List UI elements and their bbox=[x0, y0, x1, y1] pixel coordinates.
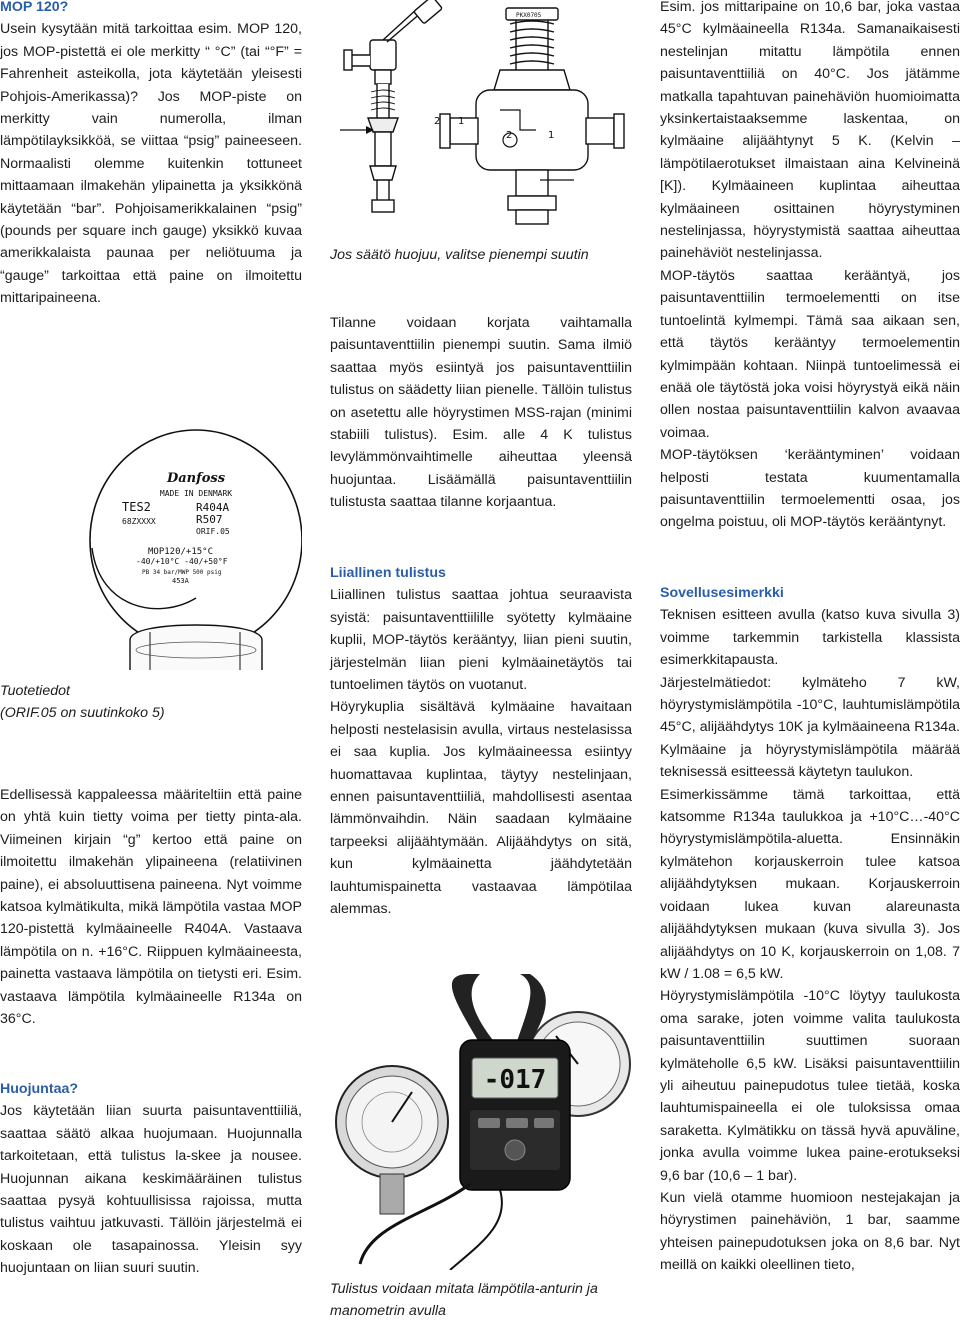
plate-code: 68ZXXXX bbox=[122, 517, 156, 526]
heading-superheat: Liiallinen tulistus bbox=[330, 565, 446, 581]
plate-made-in: MADE IN DENMARK bbox=[159, 489, 233, 498]
plate-refrigerant-1: R404A bbox=[196, 501, 230, 514]
section-gauge bbox=[0, 784, 302, 1030]
section-fix bbox=[330, 312, 632, 514]
section-subcooling bbox=[660, 0, 960, 534]
valve-label-a1: 1 bbox=[458, 116, 465, 127]
valve-caption-block bbox=[330, 244, 632, 266]
section-hunting bbox=[0, 1078, 302, 1280]
thermometer-manometer-photo bbox=[330, 974, 632, 1270]
paragraph-app-intro: Teknisen esitteen avulla (katso kuva sivulla 3) voimme tarkemmin tarkistella klassista esimerkkitapausta. bbox=[660, 607, 960, 669]
valve-label-a2: 2 bbox=[434, 116, 441, 127]
paragraph-mop-intro: Usein kysytään mitä tarkoittaa esim. MOP 120, jos MOP-pistettä ei ole merkitty “ °C” (tai “°F” = Fahrenheit asteikolla, jota käytetään yleisesti Pohjois-Amerikassa)? Jos MOP-piste on merkitty vain numerolla, ilman lämpötilayksikköä, se viittaa “psig” paineeseen. Normaalisti olemme kuitenkin tottuneet mittaamaan ilmakehän ylipainetta ja yksikkönä käytetään “bar”. Pohjoisamerikkalainen “psig” (pounds per square inch gauge) yksikkö kuvaa amerikkalaista paunaa per neliötuuma ja “gauge” tarkoittaa että paine on ilmoitettu mittaripaineena. bbox=[0, 21, 302, 307]
plate-mop: MOP120/+15°C bbox=[148, 547, 214, 557]
plate-pressure: PB 34 bar/MWP 500 psig bbox=[142, 569, 222, 576]
meter-figure bbox=[330, 974, 632, 1270]
paragraph-subcooling-example: Esim. jos mittaripaine on 10,6 bar, joka vastaa 45°C kylmäaineella R134a. Samanaikaisesti nestelinjan mitattu lämpötila ennen paisuntaventtiiliä on 40°C. Jos jätämme matkalla tapahtuvan painehäviön huomioimatta yksinkertaistaaksemme laskentaa, on kylmäaine alijäähtynyt 5 K. (Kelvin – lämpötilaerotukset ilmaistaan aina Kelvineinä [K]). Kylmäaineen kuplintaa aiheuttaa kylmäaineen osittainen höyrystyminen nestelinjassa, höyrystymistä saattaa aiheuttaa painehäviöt nestelinjassa. bbox=[660, 0, 960, 262]
caption-hunting-orifice: Jos säätö huojuu, valitse pienempi suutin bbox=[330, 247, 589, 263]
section-mop120 bbox=[0, 0, 302, 310]
paragraph-mop-test: MOP-täytöksen ‘kerääntyminen’ voidaan helposti testata kuumentamalla paisuntaventtiilin termoelementti osaa, jos ongelma poistuu, oli MOP-täytös kerääntynyt. bbox=[660, 447, 960, 531]
paragraph-app-system-data: Järjestelmätiedot: kylmäteho 7 kW, höyrystymislämpötila -10°C, lauhtumislämpötila 45°C, alijäähdytys 10K ja kylmäaineena R134a. Kylmäaine ja höyrystymislämpötila määrää teknisessä esitteessä käytetyn taulukon. bbox=[660, 674, 960, 781]
meter-caption-block bbox=[330, 1278, 632, 1323]
plate-orifice: ORIF.05 bbox=[196, 527, 230, 536]
paragraph-fix: Tilanne voidaan korjata vaihtamalla paisuntaventtiilin pienempi suutin. Sama ilmiö saattaa myös esiintyä jos paisuntaventtiilin tulistus on säädetty liian pienelle. Tällöin tulistus on asetettu alle höyrystimen MSS-rajan (minimi stabiili tulistus). Esim. alle 4 K tulistus levylämmönvaihtimelle aiheuttaa yleensä huojuntaa. Lisäämällä paisuntaventtiilin tulistusta saattaa tilanne korjaantua. bbox=[330, 315, 632, 511]
plate-model: TES2 bbox=[122, 500, 151, 514]
paragraph-app-correction: Esimerkissämme tämä tarkoittaa, että katsomme R134a taulukkoa ja +10°C…-40°C höyrystymislämpötila-aluetta. Ensinnäkin kylmätehon korjauskerroin tulee katsoa alijäähdytyksen mukaan. Korjauskerroin voidaan lukea kuvan alareunasta alijäähdytyksen mukaan (kuva sivulla 3). Jos alijäähdytys on 10 K, korjauskerroin on 1,08. 7 kW / 1.08 = 6,5 kW. bbox=[660, 786, 960, 982]
valve-label-figure bbox=[0, 420, 302, 670]
paragraph-gauge: Edellisessä kappaleessa määriteltiin että paine on yhtä kuin tietty voima per tietty pinta-ala. Viimeinen kirjain “g” kertoo että paine on ilmoitettu ilmakehän ylipaineena (relatiivinen paine), ei absoluuttisena paineena. Nyt voimme katsoa kylmätikulta, mikä lämpötila vastaa MOP 120-pistettä kylmäaineelle R404A. Vastaava lämpötila on n. +16°C. Riippuen kylmäaineesta, painetta vastaava lämpötila on tietysti eri. Esim. vastaava lämpötila kylmäaineelle R134a on 36°C. bbox=[0, 787, 302, 1028]
heading-application-example: Sovellusesimerkki bbox=[660, 585, 784, 601]
paragraph-superheat-causes: Liiallinen tulistus saattaa johtua seuraavista syistä: paisuntaventtiilille syötetty kylmäaine kuplii, MOP-täytös kerääntyy, liian pieni suutin, järjestelmän liian pieni kylmäainetäytös tai tuntoelimen täytös on vuotanut. bbox=[330, 587, 632, 694]
svg-text:PKX0705: PKX0705 bbox=[516, 12, 542, 19]
valve-label-b2: 2 bbox=[506, 130, 513, 141]
heading-hunting: Huojuntaa? bbox=[0, 1081, 79, 1097]
section-superheat bbox=[330, 562, 632, 921]
caption-orifice: (ORIF.05 on suutinkoko 5) bbox=[0, 705, 165, 722]
paragraph-superheat-bubbles: Höyrykuplia sisältävä kylmäaine havaitaan helposti nestelasisin avulla, virtaus nestelasissa ei saa kuplia. Jos kylmäaineessa esiintyy huomattavaa kuplintaa, täytyy nestelinjaan, ennen paisuntaventtiiliä, mahdollisesti asentaa lämmönvaihdin. Näin saadaan kylmäaine tarpeeksi alijäähtymään. Alijäähdytys on sitä, kun kylmäainetta jäähdytetään lauhtumispainetta vastaavaa lämpötilaa alemmas. bbox=[330, 699, 632, 918]
label-caption bbox=[0, 680, 302, 725]
svg-text:Danfoss: Danfoss bbox=[166, 471, 226, 486]
meter-display-reading: -017 bbox=[483, 1065, 547, 1095]
expansion-valve-photo bbox=[0, 420, 302, 670]
paragraph-app-pressure-drop: Höyrystymislämpötila -10°C löytyy taulukosta oma sarake, joten voimme valita taulukosta paisuntaventtiilin suuttimen suoraan kylmäteholle 6,5 kW. Lisäksi paisuntaventtiilin yli aiheutuu painepudotus tulee tietää, koska lauhtumispaineella ei ole tuloksissa omaa saraketta. Kylmätikku on tässä hyvä apuväline, jonka avulla voimme lukea paine-erotukseksi 9,6 bar (10,6 – 1 bar). bbox=[660, 988, 960, 1184]
valve-figure bbox=[330, 0, 632, 232]
heading-mop120: MOP 120? bbox=[0, 0, 69, 15]
plate-batch: 453A bbox=[172, 577, 189, 585]
section-application-example bbox=[660, 582, 960, 1277]
plate-range: -40/+10°C -40/+50°F bbox=[136, 557, 228, 566]
paragraph-mop-migration: MOP-täytös saattaa kerääntyä, jos paisuntaventtiilin termoelementti on itse tuntoelintä kylmempi. Tämä saa aikaan sen, että täytös kerääntyy termoelementin kylmimpään kohtaan. Niinpä tuntoelimessä ei enää ole täytöstä joka voisi höyrystyä eikä näin ollen nostaa paisuntaventtiilin kalvon avaavaa voimaa. bbox=[660, 267, 960, 441]
caption-superheat-measurement: Tulistus voidaan mitata lämpötila-anturin ja manometrin avulla bbox=[330, 1281, 598, 1320]
caption-product-data: Tuotetiedot bbox=[0, 683, 70, 699]
plate-refrigerant-2: R507 bbox=[196, 513, 223, 526]
expansion-valve-drawing bbox=[330, 0, 632, 232]
paragraph-app-total-drop: Kun vielä otamme huomioon nestejakajan ja höyrystimen painehäviön, 1 bar, saamme yhteisen painepudotuksen joka on 8,6 bar. Nyt meillä on kaikki oleellinen tieto, bbox=[660, 1189, 960, 1274]
valve-label-b1: 1 bbox=[548, 130, 555, 141]
paragraph-hunting: Jos käytetään liian suurta paisuntaventtiiliä, saattaa säätö alkaa huojumaan. Huojunnalla tarkoitetaan, että tulistus la-skee ja nousee. Huojunnan aikana keskimääräinen tulistus saattaa pysyä kohtuullisissa rajoissa, mutta tulistus vaihtuu jatkuvasti. Tällöin järjestelmä ei koskaan ole tasapainossa. Yleisin syy huojuntaan on liian suuri suutin. bbox=[0, 1103, 302, 1277]
